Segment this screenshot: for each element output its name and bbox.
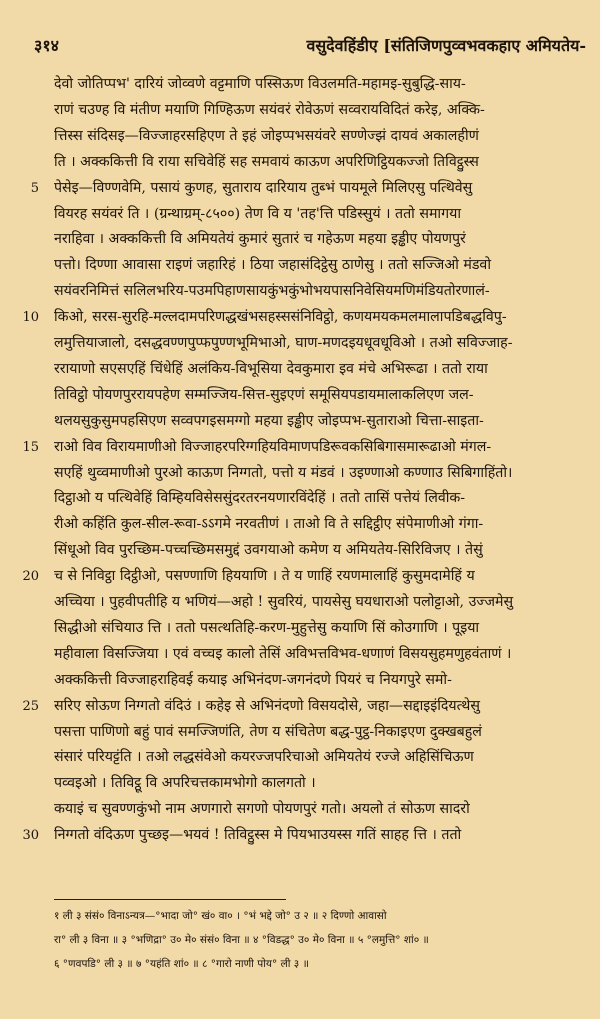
text-line: पसत्ता पाणिणो बहुं पावं समज्जिणंति, तेण य संचितेण बद्ध-पुट्ठ-निकाइएण दुक्खबहुलं: [54, 723, 482, 740]
line-number: 15: [22, 439, 39, 455]
text-line: वियरह सयंवरं ति । (ग्रन्थाग्रम्-८५००) तेण वि य 'तह'त्ति पडिस्सुयं । ततो समागया: [54, 205, 461, 222]
line-number: 10: [22, 310, 39, 326]
footnote-line: १ ली ३ संसं० विनाऽन्यत्र—°भादा जो° खं० वा० । °भं भद्दे जो° उ २ ॥ २ दिण्णो आवासो: [54, 910, 387, 922]
text-line: सिद्धीओ संचियाउ त्ति । ततो पसत्थतिहि-करण-मुहुत्तेसु कयाणि सिं कोउगाणि । पूइया: [54, 619, 480, 636]
text-line: कयाइं च सुवण्णकुंभो नाम अणगारो सगणो पोयणपुरं गतो। अयलो तं सोऊण सादरो: [54, 801, 470, 818]
footnote-line: ६ °णवपडि° ली ३ ॥ ७ °यहंति शां० ॥ ८ °गारो नाणी पोय° ली ३ ॥: [54, 958, 309, 970]
text-line: तिविट्ठो पोयणपुररायपहेण सम्मज्जिय-सित्त-सुइएणं समूसियपडायमालाकलिएण जल-: [54, 386, 474, 403]
text-line: सयंवरनिमित्तं सलिलभरिय-पउमपिहाणसायकुंभकुंभोभयपासनिवेसियमणिमंडियतोरणालं-: [54, 283, 490, 300]
text-line: सरिए सोऊण निग्गतो वंदिउं । कहेइ से अभिनंदणो विसयदोसे, जहा—सद्दाइइंदियत्थेसु: [54, 697, 480, 714]
line-number: 5: [30, 180, 39, 196]
footnote-divider: [54, 899, 286, 900]
text-line: अक्ककित्ती विज्जाहराहिवई कयाइ अभिनंदण-जगनंदणे पियरं च नियगपुरे समो-: [54, 671, 452, 688]
line-number: 25: [22, 698, 39, 714]
text-line: दिट्ठाओ य पत्थिवेहिं विम्हियविसेससुंदरतरनयणारविंदेहिं । ततो तासिं पत्तेयं लिवीक-: [54, 490, 466, 507]
text-line: देवो जोतिप्पभ' दारियं जोव्वणे वट्टमाणि पस्सिऊण विउलमति-महामइ-सुबुद्धि-साय-: [54, 76, 466, 92]
text-line: पत्तो। दिण्णा आवासा राइणं जहारिहं । ठिया जहासंदिट्ठेसु ठाणेसु । ततो सज्जिओ मंडवो: [54, 257, 491, 274]
text-line: रीओ कहिंति कुल-सील-रूवा-ऽऽगमे नरवतीणं । ताओ वि ते सद्दिट्ठीए संपेमाणीओ गंगा-: [54, 516, 484, 533]
text-line: राणं चउण्ह वि मंतीण मयाणि गिण्हिऊण सयंवरं रोवेऊणं सव्वरायविदितं करेइ, अक्कि-: [54, 101, 485, 118]
text-line: पेसेइ—विण्णवेमि, पसायं कुणह, सुताराय दारियाय तुब्भं पायमूले मिलिएसु पत्थिवेसु: [54, 179, 473, 196]
page-header: [34, 34, 586, 58]
footnote-line: रा° ली ३ विना ॥ ३ °भणिद्रा° उ० मे० संसं० विना ॥ ४ °विडद्ध° उ० मे० विना ॥ ५ °लमुत्ति° शां० ॥: [54, 934, 429, 946]
text-line: संसारं परियट्टंति । तओ लद्धसंवेओ कयरज्जपरिचाओ अमियतेयं रज्जे अहिसिंचिऊण: [54, 749, 474, 766]
text-line: सएहिं थुव्वमाणीओ पुरओ काऊण निग्गतो, पत्तो य मंडवं । उइण्णाओ कण्णाउ सिबिगाहिंतो।: [54, 464, 513, 481]
text-line: च से निविट्ठा दिट्ठीओ, पसण्णाणि हिययाणि । ते य णाहिं रयणमालाहिं कुसुमदामेहिं य: [54, 568, 475, 585]
text-line: पव्वइओ । तिविट्ठू वि अपरिचत्तकामभोगो कालगतो ।: [54, 775, 316, 792]
text-line: त्तिस्स संदिसइ—विज्जाहरसहिएण ते इहं जोइप्पभसयंवरे सण्णेज्झं दायवं अकालहीणं: [54, 127, 479, 144]
text-line: सिंधूओ विव पुरच्छिम-पच्चच्छिमसमुद्दं उवगयाओ कमेण य अमियतेय-सिरिविजए । तेसुं: [54, 542, 483, 559]
text-line: महीवाला विसज्जिया । एवं वच्चइ कालो तेसिं अविभत्तविभव-धणाणं विसयसुहमणुहवंताणं ।: [54, 645, 512, 662]
text-line: थलयसुकुसुमपहसिएण सव्वपगइसमग्गो महया इड्ढीए जोइप्पभ-सुताराओ चित्ता-साइता-: [54, 412, 484, 429]
text-line: किओ, सरस-सुरहि-मल्लदामपरिणद्धखंभसहस्ससंनिविट्ठो, कणयमयकमलमालापडिबद्धविपु-: [54, 309, 507, 326]
page-number: ३१४: [34, 36, 59, 55]
text-line: अच्चिया । पुहवीपतीहि य भणियं—अहो ! सुवरियं, पायसेसु घयधाराओ पलोट्टाओ, उज्जमेसु: [54, 594, 514, 610]
text-line: नराहिवा । अक्ककित्ती वि अमियतेयं कुमारं सुतारं च गहेऊण महया इड्ढीए पोयणपुरं: [54, 231, 466, 248]
text-line: राओ विव विरायमाणीओ विज्जाहरपरिग्गहियविमाणपडिरूवकसिबिगासमारूढाओ मंगल-: [54, 438, 492, 455]
text-line: निग्गतो वंदिऊण पुच्छइ—भयवं ! तिविट्ठुस्स मे पियभाउयस्स गतिं साहह त्ति । ततो: [54, 827, 462, 844]
running-title: वसुदेवहिंडीए [संतिजिणपुव्वभवकहाए अमियतेय-: [306, 36, 586, 55]
line-number: 30: [22, 828, 39, 844]
text-line: ररायाणो सएसएहिं चिंधेहिं अलंकिय-विभूसिया देवकुमारा इव मंचे अभिरूढा । ततो राया: [54, 360, 488, 377]
line-number: 20: [22, 569, 39, 585]
text-line: ति । अक्ककित्ती वि राया सचिवेहिं सह समवायं काऊण अपरिणिट्ठियकज्जो तिविट्ठुस्स: [54, 153, 479, 170]
text-line: लमुत्तियाजालो, दसद्धवण्णपुप्फपुण्णभूमिभाओ, घाण-मणदइयधूवधूविओ । तओ सविज्जाह-: [54, 335, 513, 351]
